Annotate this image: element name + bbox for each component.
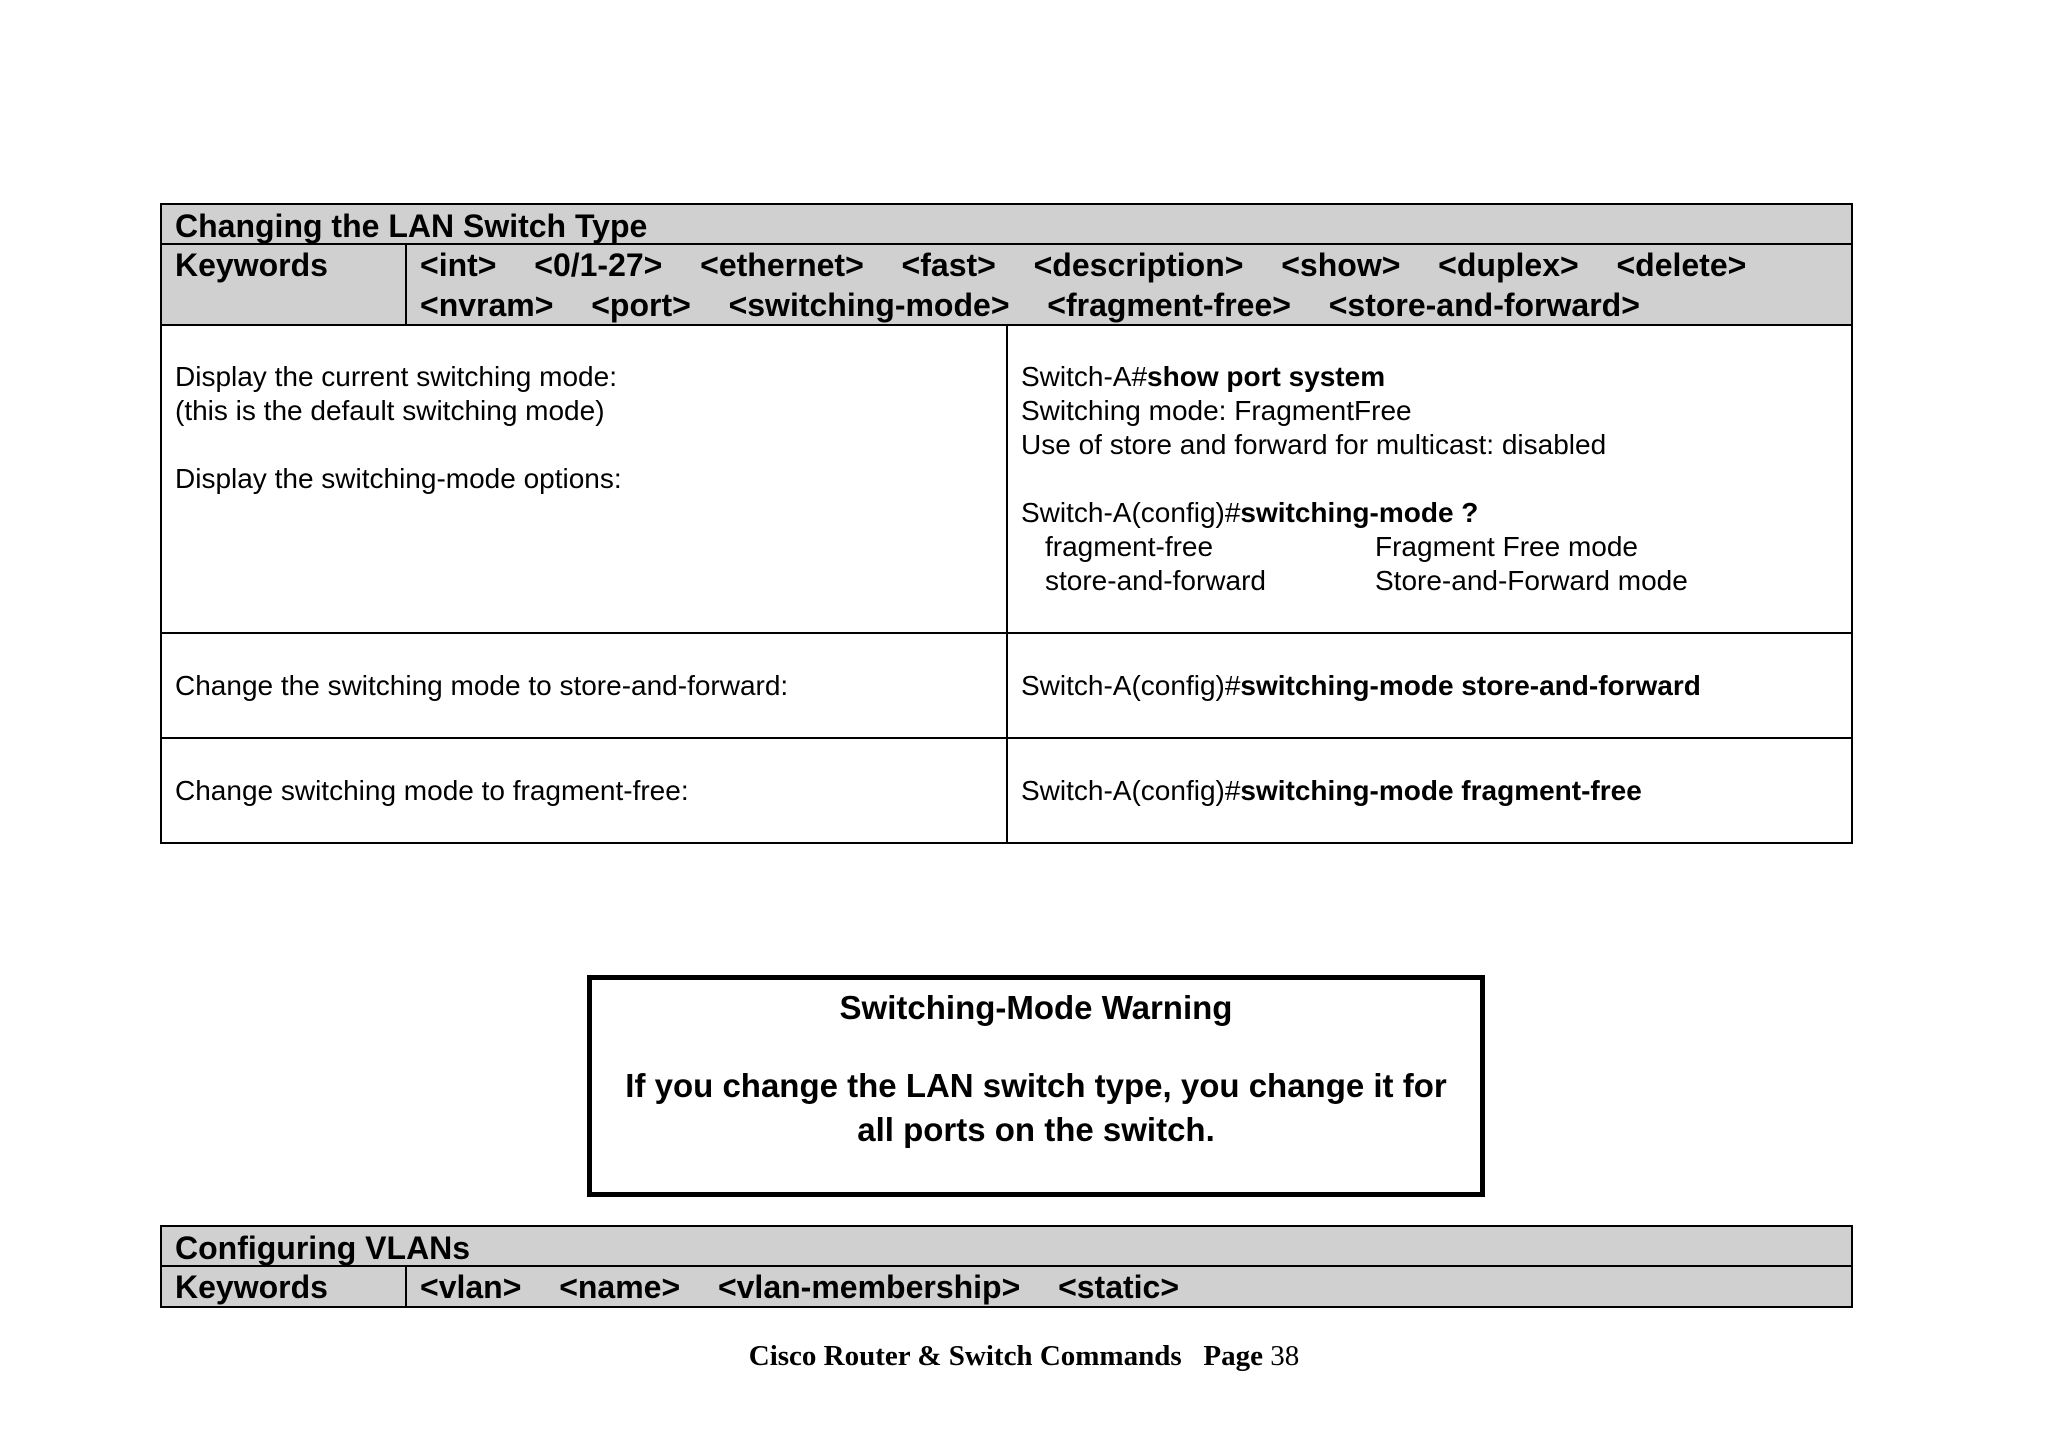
description-text: Change the switching mode to store-and-forward:: [175, 669, 789, 701]
section-header-lan-switch-type: [160, 203, 1853, 326]
footer-title: Cisco Router & Switch Commands: [748, 1340, 1182, 1372]
description-cell: [162, 634, 1008, 737]
warning-line: If you change the LAN switch type, you change it for: [625, 1067, 1447, 1104]
keywords-line-2: <nvram> <port> <switching-mode> <fragment-free> <store-and-forward>: [420, 287, 1640, 323]
prompt: Switch-A(config)#: [1021, 497, 1241, 528]
table-row: [162, 632, 1851, 737]
section-title: Changing the LAN Switch Type: [162, 205, 1851, 245]
command-line: [1021, 496, 1851, 530]
keywords-label: Keywords: [162, 1267, 407, 1307]
page-footer: [0, 1340, 2048, 1373]
description-text: Display the switching-mode options:: [175, 463, 622, 494]
description-cell: [162, 324, 1008, 632]
description-cell: [162, 739, 1008, 842]
warning-line: all ports on the switch.: [857, 1111, 1215, 1148]
keywords-row: [162, 245, 1851, 325]
prompt: Switch-A(config)#: [1021, 669, 1241, 701]
prompt: Switch-A#: [1021, 361, 1148, 392]
keywords-line-1: <vlan> <name> <vlan-membership> <static>: [420, 1269, 1180, 1305]
output-line: Use of store and forward for multicast: disabled: [1021, 429, 1607, 460]
keywords-list: [407, 245, 1851, 325]
command-cell: [1008, 739, 1851, 842]
command-table: [160, 324, 1853, 844]
page-number: 38: [1270, 1340, 1300, 1372]
keywords-label: Keywords: [162, 245, 407, 325]
option-row: [1021, 564, 1851, 598]
warning-box: [587, 975, 1485, 1197]
section-header-vlans: [160, 1225, 1853, 1308]
option-desc: Fragment Free mode: [1375, 531, 1638, 562]
command-cell: [1008, 634, 1851, 737]
prompt: Switch-A(config)#: [1021, 774, 1241, 806]
warning-body: [592, 1064, 1480, 1152]
command: switching-mode ?: [1240, 497, 1479, 528]
description-text: Display the current switching mode:: [175, 361, 617, 392]
command-line: [1021, 360, 1851, 394]
description-text: Change switching mode to fragment-free:: [175, 774, 689, 806]
command: show port system: [1147, 361, 1386, 392]
option-row: [1021, 530, 1851, 564]
warning-title: Switching-Mode Warning: [839, 989, 1233, 1026]
description-text: (this is the default switching mode): [175, 395, 605, 426]
footer-page-label: Page: [1203, 1340, 1263, 1372]
keywords-line-1: <int> <0/1-27> <ethernet> <fast> <description> <show> <duplex> <delete>: [420, 247, 1747, 283]
section-title: Configuring VLANs: [162, 1227, 1851, 1267]
command: switching-mode store-and-forward: [1240, 669, 1701, 701]
option-name: fragment-free: [1045, 531, 1214, 562]
keywords-list: [407, 1267, 1851, 1307]
keywords-row: [162, 1267, 1851, 1307]
command-cell: [1008, 324, 1851, 632]
table-row: [162, 324, 1851, 632]
output-line: Switching mode: FragmentFree: [1021, 395, 1412, 426]
command: switching-mode fragment-free: [1240, 774, 1642, 806]
option-name: store-and-forward: [1045, 565, 1266, 596]
table-row: [162, 737, 1851, 842]
option-desc: Store-and-Forward mode: [1375, 565, 1688, 596]
